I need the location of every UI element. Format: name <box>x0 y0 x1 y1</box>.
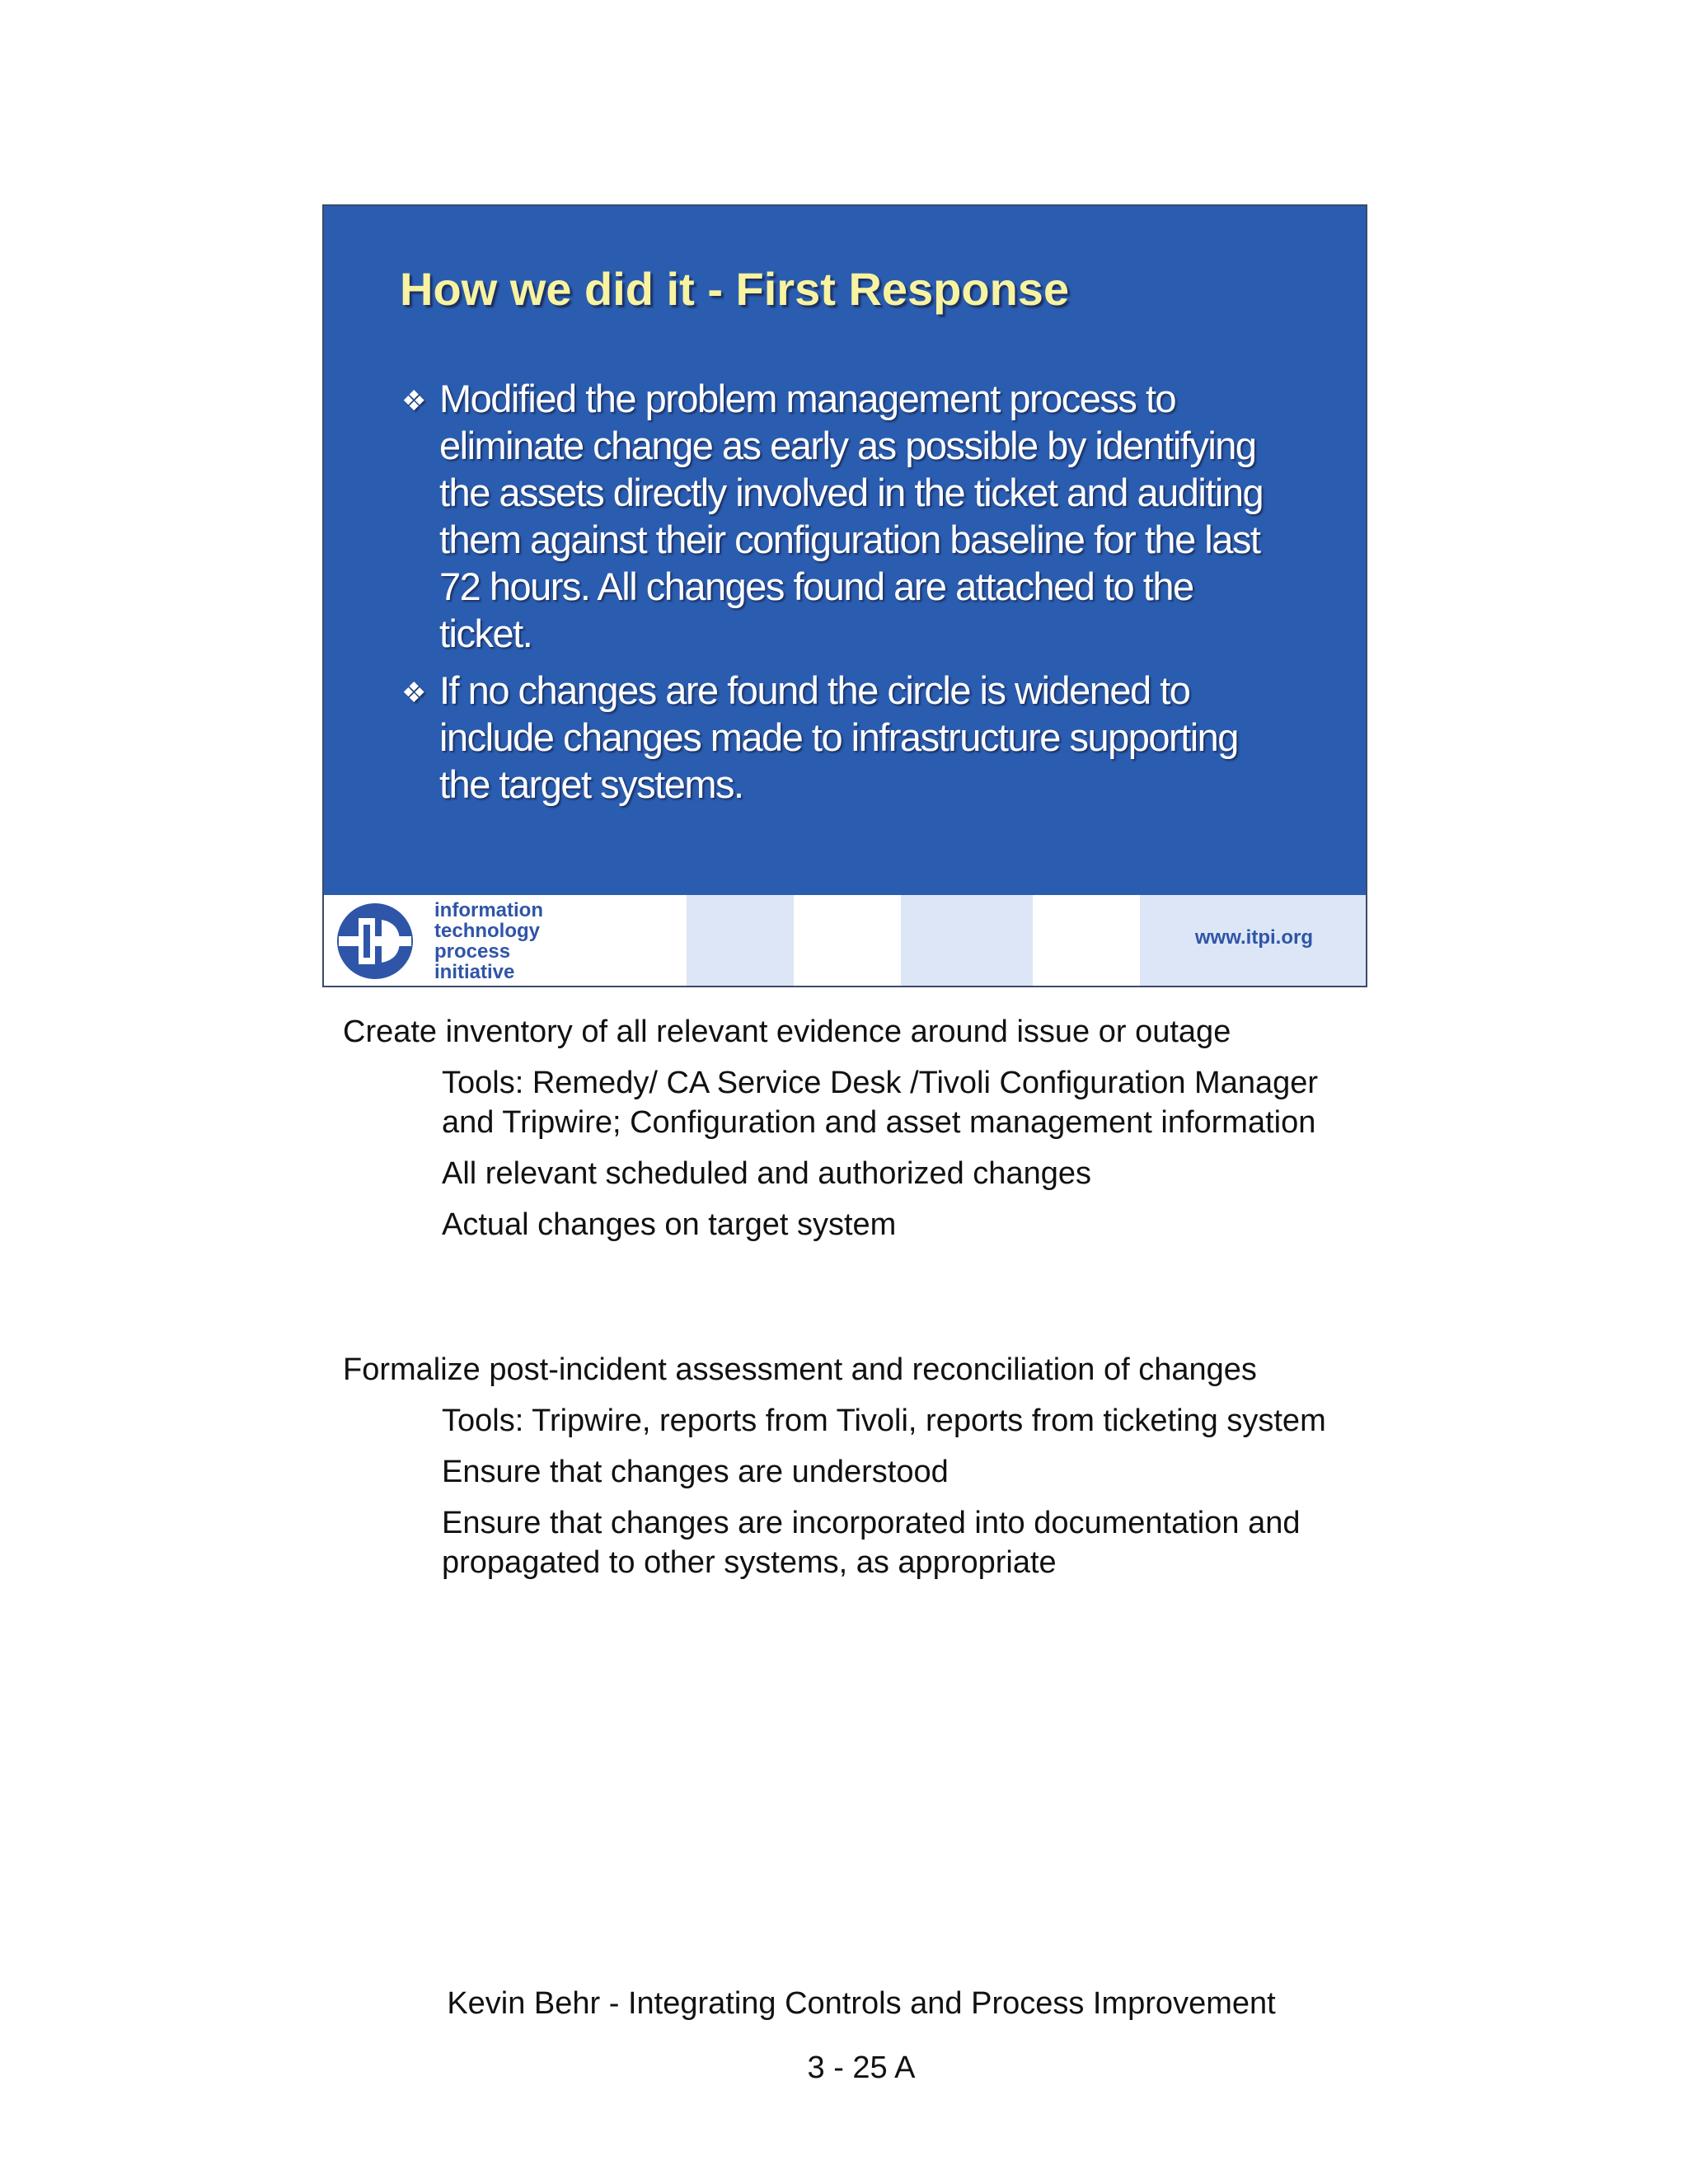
slide-bullet <box>400 667 1290 808</box>
slide-bullet-text: If no changes are found the circle is widened to include changes made to infrastructure supporting the target systems. <box>439 668 1238 806</box>
diamond-bullet-icon: ❖ <box>401 677 425 709</box>
notes-item: Actual changes on target system <box>442 1207 897 1242</box>
slide-bullet <box>400 375 1290 657</box>
decor-block <box>794 895 901 986</box>
slide-bullet-list <box>400 375 1290 818</box>
notes-section <box>343 1012 1365 1244</box>
slide-image <box>322 204 1367 987</box>
notes-item: Tools: Remedy/ CA Service Desk /Tivoli Configuration Manager and Tripwire; Configuration and asset management information <box>442 1066 1319 1140</box>
page-number: 3 - 25 A <box>807 2050 916 2085</box>
notes-section <box>343 1350 1365 1582</box>
slide-title: How we did it - First Response <box>400 263 1070 315</box>
notes-item: Ensure that changes are incorporated into documentation and propagated to other systems, as appropriate <box>442 1506 1301 1580</box>
decor-block <box>901 895 1033 986</box>
diamond-bullet-icon: ❖ <box>401 386 425 417</box>
footer-title: Kevin Behr - Integrating Controls and Process Improvement <box>447 1986 1276 2021</box>
decor-block <box>687 895 794 986</box>
decor-block <box>1033 895 1140 986</box>
notes-item: All relevant scheduled and authorized changes <box>442 1156 1091 1191</box>
notes-heading: Formalize post-incident assessment and reconciliation of changes <box>343 1352 1257 1387</box>
logo-text: information technology process initiative <box>434 899 543 983</box>
itpi-logo-icon <box>334 900 416 982</box>
notes-item: Tools: Tripwire, reports from Tivoli, reports from ticketing system <box>442 1404 1326 1438</box>
notes-item: Ensure that changes are understood <box>442 1455 949 1489</box>
website-link: www.itpi.org <box>1194 926 1313 949</box>
slide-footer-band <box>324 895 1366 986</box>
slide-bullet-text: Modified the problem management process to eliminate change as early as possible by identifying the assets directly involved in the ticket and auditing them against their configuration baseline for the last 72 hours. All changes found are attached to the ticket. <box>439 377 1264 655</box>
notes-heading: Create inventory of all relevant evidence around issue or outage <box>343 1015 1231 1049</box>
